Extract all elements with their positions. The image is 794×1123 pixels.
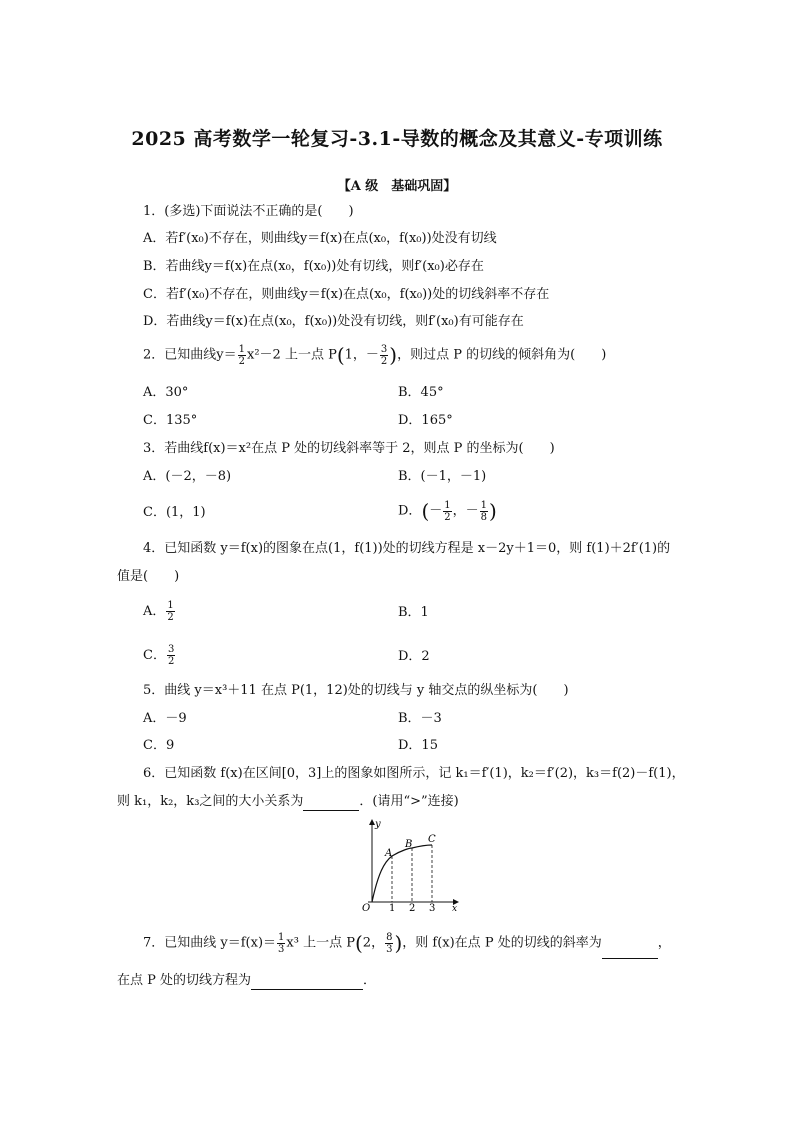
point-b-label: B <box>405 839 413 850</box>
q5-option-b: B．－3 <box>398 711 442 726</box>
q2-option-c: C．135° <box>143 413 198 428</box>
q2-option-b: B．45° <box>398 385 444 400</box>
q5-option-d: D．15 <box>398 738 438 753</box>
q1-stem: 1．(多选)下面说法不正确的是( ) <box>143 204 354 219</box>
q6-stem-line1: 6．已知函数 f(x)在区间[0，3]上的图象如图所示，记 k₁＝f′(1)，k₂＝f′(2)，k₃＝f(2)－f(1)， <box>143 766 685 781</box>
q4-option-d: D．2 <box>398 649 430 664</box>
q1-option-b: B．若曲线y＝f(x)在点(x₀，f(x₀))处有切线，则f′(x₀)必存在 <box>143 259 484 274</box>
q3-stem: 3．若曲线f(x)＝x²在点 P 处的切线斜率等于 2，则点 P 的坐标为( ) <box>143 441 555 456</box>
point-c-label: C <box>428 834 436 845</box>
q2-point-fraction: $\frac{3}{2}$ <box>380 343 388 367</box>
origin-label: O <box>362 903 371 912</box>
curve <box>372 845 432 902</box>
q7-tangent-blank[interactable] <box>251 973 363 990</box>
q2-post: ，则过点 P 的切线的倾斜角为( ) <box>397 347 607 363</box>
q2-option-a: A．30° <box>143 385 189 400</box>
tick-3: 3 <box>429 903 436 912</box>
section-heading: 【A 级 基础巩固】 <box>337 179 457 194</box>
q4-stem-line1: 4．已知函数 y＝f(x)的图象在点(1，f(1))处的切线方程是 x－2y＋1＝0，则 f(1)＋2f′(1)的 <box>143 541 671 556</box>
q2-option-d: D．165° <box>398 413 453 428</box>
point-a-label: A <box>385 848 393 859</box>
x-axis-label: x <box>452 904 458 912</box>
q3-option-b: B．(－1，－1) <box>398 469 487 484</box>
q4-option-a: A． $\frac{1}{2}$ <box>143 600 174 623</box>
q2-pre: 2．已知曲线y＝ <box>143 347 237 363</box>
q1-option-a: A．若f′(x₀)不存在，则曲线y＝f(x)在点(x₀，f(x₀))处没有切线 <box>143 231 497 246</box>
q1-option-d: D．若曲线y＝f(x)在点(x₀，f(x₀))处没有切线，则f′(x₀)有可能存在 <box>143 314 524 329</box>
q7-slope-blank[interactable] <box>602 930 658 959</box>
q1-option-c: C．若f′(x₀)不存在，则曲线y＝f(x)在点(x₀，f(x₀))处的切线斜率不存在 <box>143 287 550 302</box>
page-title: 2025 高考数学一轮复习-3.1-导数的概念及其意义-专项训练 <box>131 128 663 150</box>
q2-point: 1，－ <box>344 347 379 363</box>
q7-line2: 在点 P 处的切线方程为 ． <box>117 973 377 988</box>
function-graph <box>354 816 464 912</box>
q5-option-a: A．－9 <box>143 711 187 726</box>
q4-option-c: C． $\frac{3}{2}$ <box>143 644 175 667</box>
q3-option-a: A．(－2，－8) <box>143 469 232 484</box>
q4-option-b: B．1 <box>398 605 429 620</box>
q4-stem-line2: 值是( ) <box>117 569 180 584</box>
q2-stem: 2．已知曲线y＝ $\frac{1}{2}$ x²－2 上一点 P(1，－ $\frac{3}{2}$ )，则过点 P 的切线的倾斜角为( ) <box>143 343 607 367</box>
q2-fraction: $\frac{1}{2}$ <box>238 343 245 367</box>
tick-2: 2 <box>409 903 416 912</box>
y-axis-label: y <box>375 819 381 830</box>
q3-option-c: C．(1，1) <box>143 505 206 520</box>
q6-answer-blank[interactable] <box>303 794 359 811</box>
q5-stem: 5．曲线 y＝x³＋11 在点 P(1，12)处的切线与 y 轴交点的纵坐标为( ) <box>143 683 569 698</box>
q7-stem: 7．已知曲线 y＝f(x)＝ $\frac{1}{3}$ x³ 上一点 P(2， $\frac{8}{3}$ )，则 f(x)在点 P 处的切线的斜率为 ， <box>143 929 671 959</box>
q3-option-d: D．(－ $\frac{1}{2}$ ，－ $\frac{1}{8}$ ) <box>398 499 497 523</box>
tick-1: 1 <box>389 903 396 912</box>
q5-option-c: C．9 <box>143 738 175 753</box>
q2-mid: x²－2 上一点 P <box>247 347 337 363</box>
q6-stem-line2: 则 k₁，k₂，k₃之间的大小关系为 ．(请用“>”连接) <box>117 794 459 809</box>
